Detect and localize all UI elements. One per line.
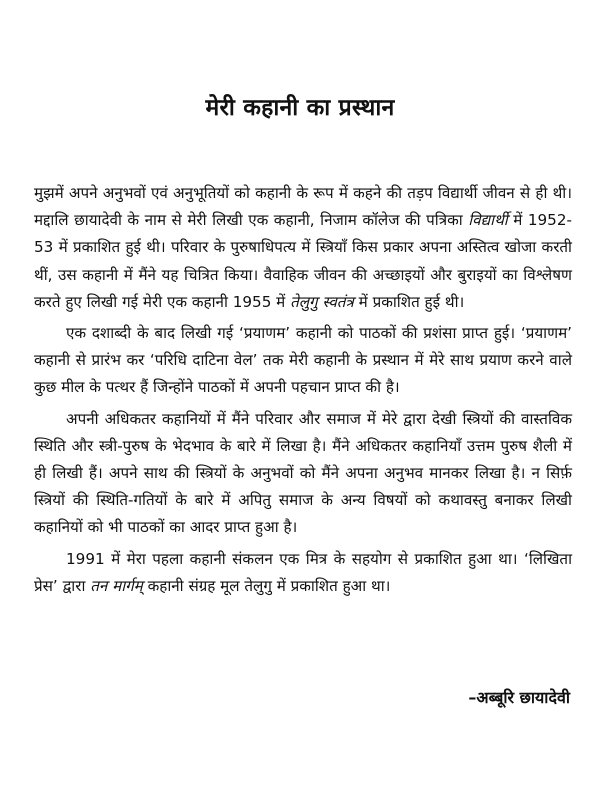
book-title: तन मार्गम् [90,576,143,595]
magazine-title: विद्यार्थी [468,211,508,230]
text-run: कहानी संग्रह मूल तेलुगु में प्रकाशित हुआ था। [142,576,391,595]
paragraph [34,180,572,316]
text-run: में प्रकाशित हुई थी। [353,292,465,311]
paragraph [34,406,572,542]
paragraph [34,546,572,600]
text-run: में 1952-53 में प्रकाशित हुई थी। परिवार के पुरुषाधिपत्य में स्त्रियाँ किस प्रकार अपना अस्तित्व खोजा करती थीं, उस कहानी में मैंने यह चित्रित किया। वैवाहिक जीवन की अच्छाइयों और बुराइयों का विश्लेषण करते हुए लिखी गई मेरी एक कहानी 1955 में [34,211,572,311]
page-title: मेरी कहानी का प्रस्थान [205,95,395,121]
magazine-title: तेलुगु स्वतंत्र [290,292,354,311]
body-text [34,180,572,604]
text-run: एक दशाब्दी के बाद लिखी गई ‘प्रयाणम’ कहानी को पाठकों की प्रशंसा प्राप्त हुई। ‘प्रयाणम’ कहानी से प्रारंभ कर ‘परिधि दाटिना वेल’ तक मेरी कहानी के प्रस्थान में मेरे साथ प्रयाण करने वाले कुछ मील के पत्थर हैं जिन्होंने पाठकों में अपनी पहचान प्राप्त की है। [34,324,572,397]
author-signature: –अब्बूरि छायादेवी [468,688,570,707]
text-run: 1991 में मेरा पहला कहानी संकलन एक मित्र के सहयोग से प्रकाशित हुआ था। ‘लिखिता प्रेस’ द्वारा [34,549,572,595]
text-run: अपनी अधिकतर कहानियों में मैंने परिवार और समाज में मेरे द्वारा देखी स्त्रियों की वास्तविक स्थिति और स्त्री-पुरुष के भेदभाव के बारे में लिखा है। मैंने अधिकतर कहानियाँ उत्तम पुरुष शैली में ही लिखी हैं। अपने साथ की स्त्रियों के अनुभवों को मैंने अपना अनुभव मानकर लिखा है। न सिर्फ़ स्त्रियों की स्थिति-गतियों के बारे में अपितु समाज के अन्य विषयों को कथावस्तु बनाकर लिखी कहानियों को भी पाठकों का आदर प्राप्त हुआ है। [34,409,572,537]
text-run: मुझमें अपने अनुभवों एवं अनुभूतियों को कहानी के रूप में कहने की तड़प विद्यार्थी जीवन से ही थी। मद्दालि छायादेवी के नाम से मेरी लिखी एक कहानी, निजाम कॉलेज की पत्रिका [34,184,572,230]
paragraph [34,320,572,402]
